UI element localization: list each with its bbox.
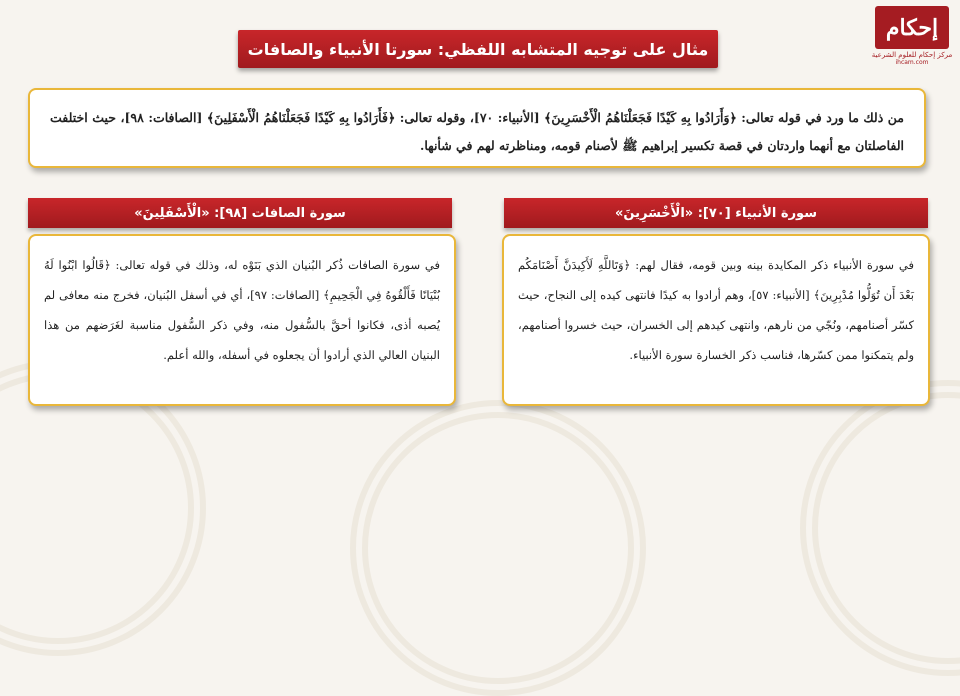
content-anbiya-text: في سورة الأنبياء ذكر المكايدة بينه وبين قومه، فقال لهم: ﴿وَتَاللَّهِ لَأَكِيدَنَّ أَصْنَامَكُم بَعْدَ أَن تُوَلُّوا مُدْبِرِينَ﴾ [الأنبياء: ٥٧]، وهم أرادوا به كيدًا فانتهى كيده إلى النجاح، حيث كسّر أصنامهم، ونُجّي من نارهم، وانتهى كيدهم إلى الخسران، حيث خسروا أصنامهم، ولم يتمكنوا ممن كسّرها، فناسب ذكر الخسارة سورة الأنبياء. [518,258,914,362]
intro-text: من ذلك ما ورد في قوله تعالى: ﴿وَأَرَادُوا بِهِ كَيْدًا فَجَعَلْنَاهُمُ الْأَخْسَرِينَ﴾ [الأنبياء: ٧٠]، وقوله تعالى: ﴿فَأَرَادُوا بِهِ كَيْدًا فَجَعَلْنَاهُمُ الْأَسْفَلِينَ﴾ [الصافات: ٩٨]، حيث اختلفت الفاصلتان مع أنهما واردتان في قصة تكسير إبراهيم ﷺ لأصنام قومه، ومناظرته لهم في شأنها. [50,110,904,153]
page-title-text: مثال على توجيه المتشابه اللفظي: سورتا الأنبياء والصافات [247,39,709,59]
section-header-saffat-text: سورة الصافات [٩٨]: «الْأَسْفَلِينَ» [134,205,346,221]
section-header-anbiya [504,198,928,228]
content-box-saffat [28,234,456,406]
logo-caption: مركز إحكام للعلوم الشرعية [871,51,953,59]
logo-mark: إحكام [875,6,949,49]
intro-box [28,88,926,168]
background-ornament-right [800,380,960,676]
content-box-anbiya [502,234,930,406]
section-header-anbiya-text: سورة الأنبياء [٧٠]: «الْأَخْسَرِينَ» [615,205,817,221]
logo [872,6,952,66]
section-header-saffat [28,198,452,228]
page-title [238,30,718,68]
content-saffat-text: في سورة الصافات ذُكر البُنيان الذي بَنَوْه له، وذلك في قوله تعالى: ﴿قَالُوا ابْنُوا لَهُ بُنْيَانًا فَأَلْقُوهُ فِي الْجَحِيمِ﴾ [الصافات: ٩٧]، أي في أسفل البُنيان، فخرج منه معافى لم يُصبه أذى، فكانوا أحقَّ بالسُّفول منه، وفي ذكر السُّفول مناسبة لغَرَضهم من هذا البنيان العالي الذي أرادوا أن يجعلوه في أسفله، والله أعلم. [44,258,440,362]
background-ornament-center [350,400,646,696]
logo-url: ihcam.com [895,59,929,66]
